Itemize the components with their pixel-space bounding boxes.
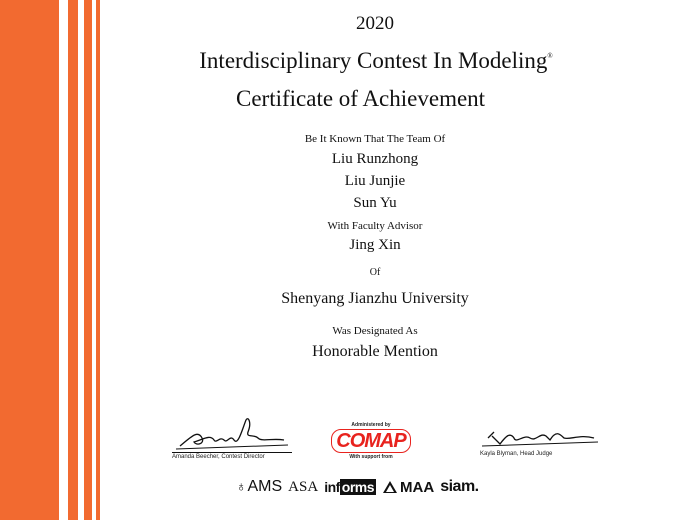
- stripe-wide: [0, 0, 59, 520]
- ams-mark-icon: ♁: [236, 478, 247, 494]
- stripe-thin: [84, 0, 92, 520]
- judge-signature-icon: [480, 424, 600, 450]
- siam-logo: siam.: [440, 478, 479, 495]
- award-name: Honorable Mention: [312, 343, 438, 360]
- asa-logo: ASA: [288, 478, 319, 495]
- director-signature-block: [172, 416, 302, 460]
- known-text: Be It Known That The Team Of: [304, 133, 446, 145]
- maa-logo-text: MAA: [400, 478, 435, 496]
- director-signature-icon: [172, 416, 292, 452]
- certificate-year: 2020: [356, 13, 394, 34]
- informs-logo: [324, 479, 376, 495]
- title-text: Interdisciplinary Contest In Modeling: [199, 48, 548, 73]
- signature-line: [172, 452, 292, 453]
- team-member: Liu Junjie: [344, 173, 406, 189]
- maa-logo: [382, 479, 434, 496]
- administered-by-label: Administered by: [351, 422, 391, 428]
- ams-logo-text: AMS: [247, 478, 283, 495]
- designated-label: Was Designated As: [332, 325, 418, 337]
- registered-mark: ®: [547, 52, 553, 60]
- informs-logo-text-a: inf: [324, 479, 340, 495]
- advisor-name: Jing Xin: [349, 237, 401, 253]
- administered-by-block: [331, 422, 411, 460]
- of-label: Of: [369, 267, 381, 278]
- comap-logo: COMAP: [331, 429, 410, 453]
- ams-logo: [236, 478, 282, 496]
- maa-mark-icon: [382, 480, 398, 494]
- judge-caption: Kayla Blyman, Head Judge: [480, 451, 553, 457]
- team-member: Liu Runzhong: [331, 151, 419, 167]
- decorative-stripes: [0, 0, 100, 520]
- informs-logo-text-b: orms: [341, 479, 375, 495]
- team-member: Sun Yu: [353, 195, 397, 211]
- advisor-label: With Faculty Advisor: [327, 220, 423, 232]
- sponsor-logos: [236, 474, 485, 500]
- stripe-thinnest: [96, 0, 100, 520]
- certificate-title: [102, 48, 650, 74]
- certificate-subtitle: Certificate of Achievement: [236, 86, 486, 111]
- university-name: Shenyang Jianzhu University: [281, 290, 469, 307]
- support-label: With support from: [349, 454, 393, 460]
- stripe-medium: [68, 0, 78, 520]
- director-caption: Amanda Beecher, Contest Director: [172, 454, 265, 460]
- judge-signature-block: [480, 424, 610, 457]
